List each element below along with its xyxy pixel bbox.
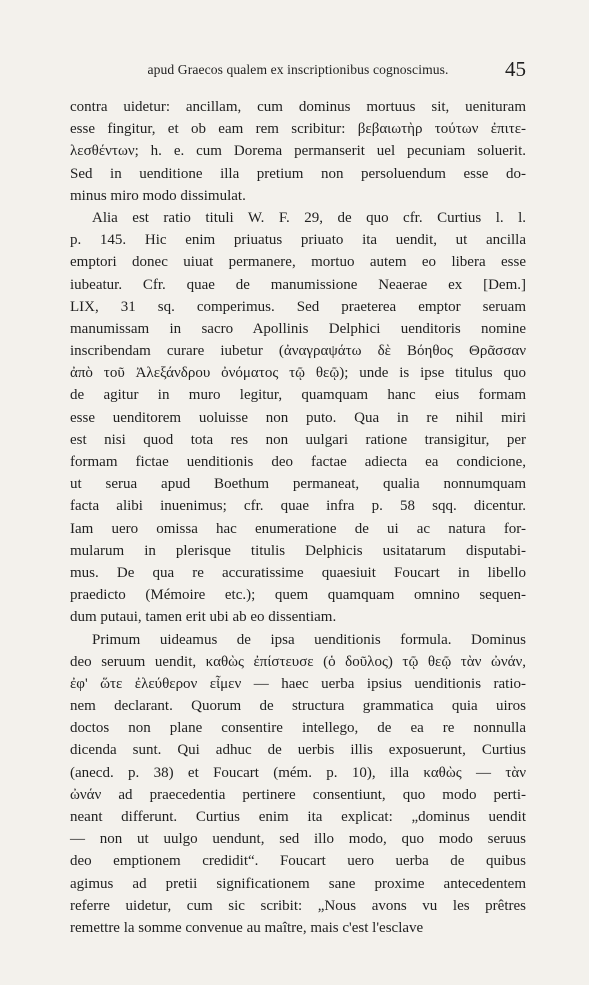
text-line: ἐφ' ὥτε ἐλεύθερον εἶμεν — haec uerba ipsius uenditionis ratio- xyxy=(70,675,526,692)
text-line: mularum in plerisque titulis Delphicis usitatarum disputabi- xyxy=(70,542,526,559)
text-line: manumissam in sacro Apollinis Delphici uenditoris nomine xyxy=(70,320,526,337)
text-line: facta alibi inuenimus; cfr. quae infra p. 58 sqq. dicentur. xyxy=(70,498,526,515)
text-line: doctos non plane consentire intellego, de ea re nonnulla xyxy=(70,720,526,737)
text-line: contra uidetur: ancillam, cum dominus mortuus sit, uenituram xyxy=(70,99,526,115)
text-line: Sed in uenditione illa pretium non persoluendum esse do- xyxy=(70,165,526,182)
text-line: iubeatur. Cfr. quae de manumissione Neaerae ex [Dem.] xyxy=(70,276,526,293)
text-line: neant differunt. Curtius enim ita explicat: „dominus uendit xyxy=(70,809,526,825)
text-line: Alia est ratio tituli W. F. 29, de quo cfr. Curtius l. l. xyxy=(92,209,526,226)
text-line: dicenda sunt. Qui adhuc de uerbis illis exposuerunt, Curtius xyxy=(70,742,526,759)
page-header xyxy=(70,57,526,84)
text-line: esse uenditorem uoluisse non puto. Qua in re nihil miri xyxy=(70,409,526,426)
text-line: λεσθέντων; h. e. cum Dorema permanserit uel pecuniam soluerit. xyxy=(70,143,526,160)
body-text xyxy=(70,96,526,939)
text-line: LIX, 31 sq. comperimus. Sed praeterea emptor seruam xyxy=(70,298,526,315)
text-line: de agitur in muro legitur, quamquam hanc eius formam xyxy=(70,387,526,404)
text-line: dum putaui, tamen erit ubi ab eo dissentiam. xyxy=(70,609,337,626)
text-line: esse fingitur, et ob eam rem scribitur: βεβαιωτὴρ τούτων ἐπιτε- xyxy=(70,121,526,138)
text-line: remettre la somme convenue au maître, mais c'est l'esclave xyxy=(70,919,424,936)
text-line: praedicto (Mémoire etc.); quem quamquam omnino sequen- xyxy=(70,587,526,604)
text-line: ὠνάν ad praecedentia pertinere consentiunt, quo modo perti- xyxy=(70,786,526,803)
text-line: est nisi quod tota res non uulgari ratione transigitur, per xyxy=(70,431,526,448)
text-line: emptori donec uiuat permanere, mortuo autem eo libera esse xyxy=(70,254,526,271)
text-line: (anecd. p. 38) et Foucart (mém. p. 10), illa καθὼς — τὰν xyxy=(70,764,526,781)
text-line: agimus ad pretii significationem sane proxime antecedentem xyxy=(70,875,526,892)
text-line: formam fictae uenditionis deo factae adiecta ea condicione, xyxy=(70,454,526,470)
text-line: mus. De qua re accuratissime quaesiuit Foucart in libello xyxy=(70,564,526,581)
page-number: 45 xyxy=(505,57,526,81)
text-line: Primum uideamus de ipsa uenditionis formula. Dominus xyxy=(92,631,526,648)
text-line: ἀπὸ τοῦ Ἀλεξάνδρου ὀνόματος τῷ θεῷ); unde is ipse titulus quo xyxy=(70,365,526,382)
text-line: nem declarant. Quorum de structura grammatica quia uiros xyxy=(70,698,526,715)
running-head: apud Graecos qualem ex inscriptionibus cognoscimus. xyxy=(147,62,449,77)
text-line: Iam uero omissa hac enumeratione de ui ac natura for- xyxy=(70,520,526,537)
text-line: — non ut uulgo uendunt, sed illo modo, quo modo seruus xyxy=(70,831,526,848)
text-line: p. 145. Hic enim priuatus priuato ita uendit, ut ancilla xyxy=(70,232,526,249)
text-line: inscribendam curare iubetur (ἀναγραψάτω δὲ Βόηθος Θρᾶσσαν xyxy=(70,343,526,360)
text-line: minus miro modo dissimulat. xyxy=(70,187,246,204)
text-line: deo emptionem credidit“. Foucart uero uerba de quibus xyxy=(70,853,526,870)
text-line: ut serua apud Boethum permaneat, qualia nonnumquam xyxy=(70,476,526,493)
text-line: deo seruum uendit, καθὼς ἐπίστευσε (ὁ δοῦλος) τῷ θεῷ τὰν ὠνάν, xyxy=(70,653,526,670)
text-line: referre uidetur, cum sic scribit: „Nous avons vu les prêtres xyxy=(70,897,526,914)
